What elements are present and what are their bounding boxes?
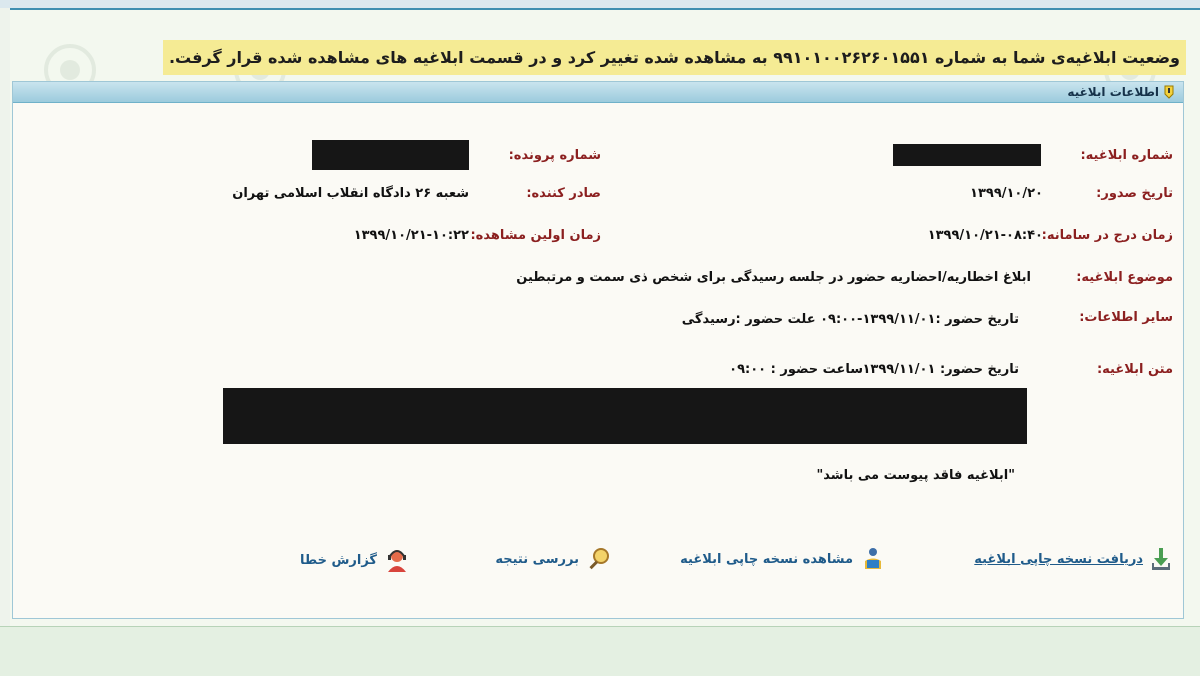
notice-info-panel — [12, 81, 1184, 619]
first-view-value: ۱۳۹۹/۱۰/۲۱-۱۰:۲۲ — [353, 228, 469, 243]
check-result-label: بررسی نتیجه — [495, 551, 579, 567]
notice-number-redacted — [893, 144, 1041, 166]
other-info-value: تاریخ حضور :۱۳۹۹/۱۱/۰۱-۰۹:۰۰ علت حضور :رسیدگی — [681, 312, 1019, 327]
download-print-button[interactable] — [974, 547, 1171, 571]
view-print-button[interactable] — [680, 547, 885, 571]
left-rail — [0, 8, 10, 675]
case-number-redacted — [312, 140, 469, 170]
panel-title: اطلاعات ابلاغیه — [1067, 85, 1159, 99]
case-number-label: شماره پرونده: — [508, 148, 601, 163]
notice-text-time: ساعت حضور : ۰۹:۰۰ — [729, 362, 863, 377]
subject-value: ابلاغ اخطاریه/احضاریه حضور در جلسه رسیدگی برای شخص ذی سمت و مرتبطین — [516, 270, 1031, 285]
notice-text-label: متن ابلاغیه: — [1096, 362, 1173, 377]
report-error-label: گزارش خطا — [300, 552, 377, 568]
reading-person-icon — [861, 547, 885, 571]
status-alert — [168, 37, 1192, 77]
notice-text-date: تاریخ حضور: ۱۳۹۹/۱۱/۰۱ — [862, 362, 1019, 377]
issue-date-label: تاریخ صدور: — [1096, 186, 1173, 201]
download-print-label: دریافت نسخه چاپی ابلاغیه — [974, 551, 1143, 567]
report-error-button[interactable] — [300, 547, 409, 573]
top-bar — [0, 0, 1200, 10]
first-view-label: زمان اولین مشاهده: — [470, 228, 601, 243]
notice-text-redacted — [223, 388, 1027, 444]
support-agent-icon — [385, 547, 409, 573]
subject-label: موضوع ابلاغیه: — [1076, 270, 1173, 285]
no-attachment-note: "ابلاغیه فاقد پیوست می باشد" — [816, 468, 1015, 483]
issue-date-value: ۱۳۹۹/۱۰/۲۰ — [970, 186, 1043, 201]
system-time-value: ۱۳۹۹/۱۰/۲۱-۰۸:۴۰ — [927, 228, 1043, 243]
check-result-button[interactable] — [495, 547, 611, 571]
other-info-label: سایر اطلاعات: — [1079, 310, 1173, 325]
notice-number-label: شماره ابلاغیه: — [1080, 148, 1173, 163]
info-badge-icon — [1163, 85, 1175, 99]
magnifier-icon — [587, 547, 611, 571]
download-icon — [1151, 547, 1171, 571]
panel-header — [13, 82, 1183, 103]
view-print-label: مشاهده نسخه چاپی ابلاغیه — [680, 551, 853, 567]
bottom-strip — [0, 626, 1200, 676]
issuer-value: شعبه ۲۶ دادگاه انقلاب اسلامی تهران — [232, 186, 469, 201]
system-time-label: زمان درج در سامانه: — [1041, 228, 1173, 243]
issuer-label: صادر کننده: — [526, 186, 601, 201]
alert-message: وضعیت ابلاغیه‌ی شما به شماره ۹۹۱۰۱۰۰۲۶۲۶۰۱۵۵۱ به مشاهده شده تغییر کرد و در قسمت ابلاغیه های مشاهده شده قرار گرفت. — [163, 40, 1186, 75]
